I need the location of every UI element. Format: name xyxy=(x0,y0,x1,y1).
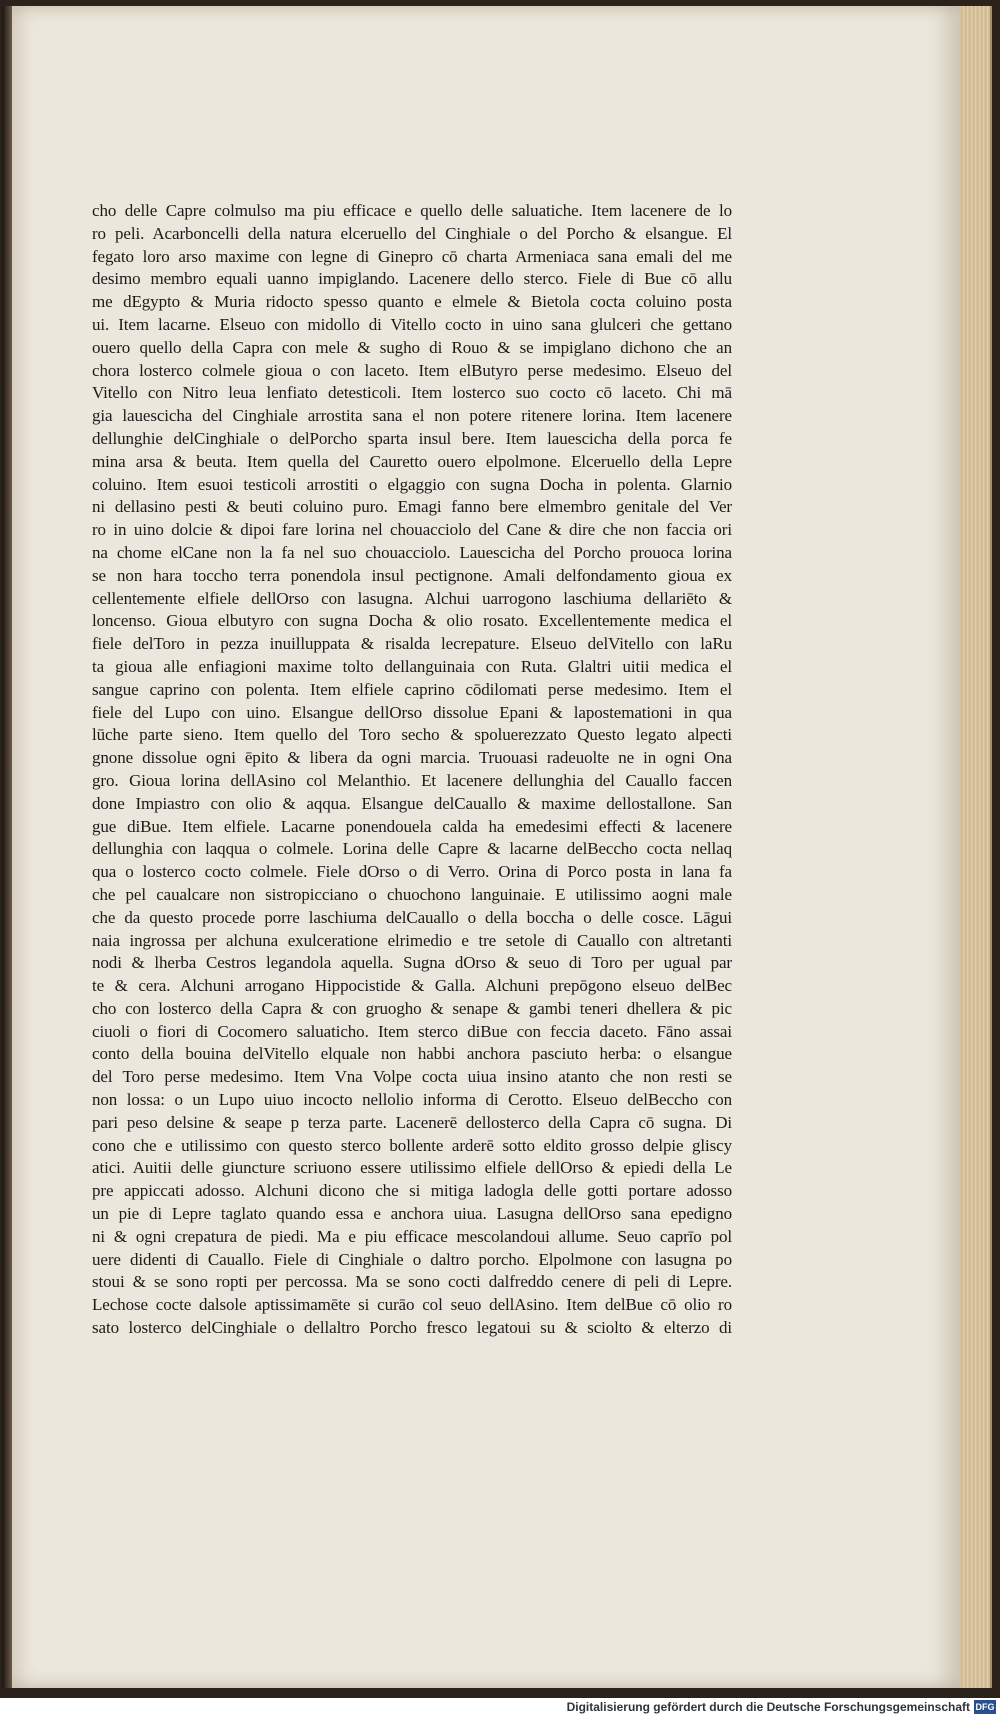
text-line: un pie di Lepre taglato quando essa e anchora uiua. Lasugna dellOrso sana epedigno xyxy=(92,1204,732,1224)
text-line: se non hara toccho terra ponendola insul pectignone. Amali delfondamento gioua ex xyxy=(92,565,732,585)
page-edges xyxy=(960,6,992,1688)
text-line: ni & ogni crepatura de piedi. Ma e piu efficace mescolandoui allume. Seuo caprīo pol xyxy=(92,1226,732,1246)
text-line: che pel caualcare non sistropicciano o chuochono languinaie. E utilissimo aogni male xyxy=(92,884,732,904)
text-line: gnone dissolue ogni ēpito & libera da ogni marcia. Truouasi radeuolte ne in ogni Ona xyxy=(92,748,732,768)
text-line: del Toro perse medesimo. Item Vna Volpe cocta uiua insino atanto che non resti se xyxy=(92,1067,732,1087)
text-line: pre appiccati adosso. Alchuni dicono che si mitiga ladogla delle gotti portare adosso xyxy=(92,1181,732,1201)
text-column xyxy=(92,200,732,1340)
digitization-credit: Digitalisierung gefördert durch die Deutsche Forschungsgemeinschaft xyxy=(566,1700,970,1714)
text-line: ni dellasino pesti & beuti coluino puro. Emagi fanno bere elmembro genitale del Ver xyxy=(92,497,732,517)
text-line: dellunghia con laqqua o colmele. Lorina delle Capre & lacarne delBeccho cocta nellaq xyxy=(92,839,732,859)
text-line: ouero quello della Capra con mele & sugho di Rouo & se impiglano dichono che an xyxy=(92,337,732,357)
text-line: conto della bouina delVitello elquale non habbi anchora pasciuto herba: o elsangue xyxy=(92,1044,732,1064)
text-line: fegato loro arso maxime con legne di Ginepro cō charta Armeniaca sana emali del me xyxy=(92,246,732,266)
text-line: coluino. Item esuoi testicoli arrostiti o elgaggio con sugna Docha in polenta. Glarnio xyxy=(92,474,732,494)
text-line: pari peso delsine & seape p terza parte. Lacenerē dellosterco della Capra cō sugna. Di xyxy=(92,1112,732,1132)
text-line: loncenso. Gioua elbutyro con sugna Docha & olio rosato. Excellentemente medica el xyxy=(92,611,732,631)
text-line: te & cera. Alchuni arrogano Hippocistide & Galla. Alchuni prepōgono elseuo delBec xyxy=(92,976,732,996)
text-line: fiele del Lupo con uino. Elsangue dellOrso dissolue Epani & lapostemationi in qua xyxy=(92,702,732,722)
text-line: cho con losterco della Capra & con gruogho & senape & gambi teneri dhellera & pic xyxy=(92,998,732,1018)
text-line: che da questo procede porre laschiuma delCauallo o della boccha o delle cosce. Lāgui xyxy=(92,907,732,927)
footer-bar xyxy=(0,1698,1000,1718)
text-line: cho delle Capre colmulso ma piu efficace e quello delle saluatiche. Item lacenere de lo xyxy=(92,201,732,220)
text-line: gue diBue. Item elfiele. Lacarne ponendouela calda ha emedesimi effecti & lacenere xyxy=(92,816,732,836)
text-line: ro peli. Acarboncelli della natura elceruello del Cinghiale o del Porcho & elsangue. El xyxy=(92,223,732,243)
text-line: gro. Gioua lorina dellAsino col Melanthio. Et lacenere dellunghia del Cauallo faccen xyxy=(92,770,732,790)
text-line: ta gioua alle enfiagioni maxime tolto dellanguinaia con Ruta. Glaltri uitii medica el xyxy=(92,656,732,676)
text-line: dellunghie delCinghiale o delPorcho sparta insul bere. Item lauescicha della porca fe xyxy=(92,428,732,448)
text-line: cono che e utilissimo con questo sterco bollente arderē sotto eldito grosso delpie gliscy xyxy=(92,1135,732,1155)
text-line: na chome elCane non la fa nel suo chouacciolo. Lauescicha del Porcho prouoca lorina xyxy=(92,542,732,562)
text-line: ro in uino dolcie & dipoi fare lorina nel chouacciolo del Cane & dire che non faccia ori xyxy=(92,520,732,540)
text-line: Lechose cocte dalsole aptissimamēte si curāo col seuo dellAsino. Item delBue cō olio ro xyxy=(92,1295,732,1315)
text-line: non lossa: o un Lupo uiuo incocto nellolio informa di Cerotto. Elseuo delBeccho con xyxy=(92,1090,732,1110)
text-line: chora losterco colmele gioua o con laceto. Item elButyro perse medesimo. Elseuo del xyxy=(92,360,732,380)
text-line: qua o losterco cocto colmele. Fiele dOrso o di Verro. Orina di Porco posta in lana fa xyxy=(92,862,732,882)
text-line: desimo membro equali uanno impiglando. Lacenere dello sterco. Fiele di Bue cō allu xyxy=(92,269,732,289)
text-line: nodi & lherba Cestros legandola aquella. Sugna dOrso & seuo di Toro per ugual par xyxy=(92,953,732,973)
text-line: mina arsa & beuta. Item quella del Cauretto ouero elpolmone. Elceruello della Lepre xyxy=(92,451,732,471)
text-line: stoui & se sono ropti per percossa. Ma se sono cocti dalfreddo cenere di peli di Lepre. xyxy=(92,1272,732,1292)
text-line: ui. Item lacarne. Elseuo con midollo di Vitello cocto in uino sana glulceri che gettano xyxy=(92,314,732,334)
text-line: lūche parte sieno. Item quello del Toro secho & spoluerezzato Questo legato alpecti xyxy=(92,725,732,745)
text-line: Vitello con Nitro leua lenfiato detesticoli. Item losterco suo cocto cō laceto. Chi mā xyxy=(92,383,732,403)
text-line: fiele delToro in pezza inuilluppata & risalda lecrepature. Elseuo delVitello con laRu xyxy=(92,634,732,654)
text-line: me dEgypto & Muria ridocto spesso quanto e elmele & Bietola cocta coluino posta xyxy=(92,292,732,312)
text-line: atici. Auitii delle giuncture scriuono essere utilissimo elfiele dellOrso & epiedi della Le xyxy=(92,1158,732,1178)
text-line: sato losterco delCinghiale o dellaltro Porcho fresco legatoui su & sciolto & elterzo di xyxy=(92,1318,732,1338)
text-line: sangue caprino con polenta. Item elfiele caprino cōdilomati perse medesimo. Item el xyxy=(92,679,732,699)
text-line: ciuoli o fiori di Cocomero saluaticho. Item sterco diBue con feccia daceto. Fāno assai xyxy=(92,1021,732,1041)
text-line: cellentemente elfiele dellOrso con lasugna. Alchui uarrogono laschiuma dellariēto & xyxy=(92,588,732,608)
dfg-logo: DFG xyxy=(975,1702,995,1712)
text-line: done Impiastro con olio & aqqua. Elsangue delCauallo & maxime dellostallone. San xyxy=(92,793,732,813)
text-line: naia ingrossa per alchuna exulceratione elrimedio e tre setole di Cauallo con altretanti xyxy=(92,930,732,950)
text-line: uere didenti di Cauallo. Fiele di Cinghiale o daltro porcho. Elpolmone con lasugna po xyxy=(92,1249,732,1269)
text-line: gia lauescicha del Cinghiale arrostita sana el non potere ritenere lorina. Item lacenere xyxy=(92,406,732,426)
book-gutter xyxy=(2,6,12,1688)
